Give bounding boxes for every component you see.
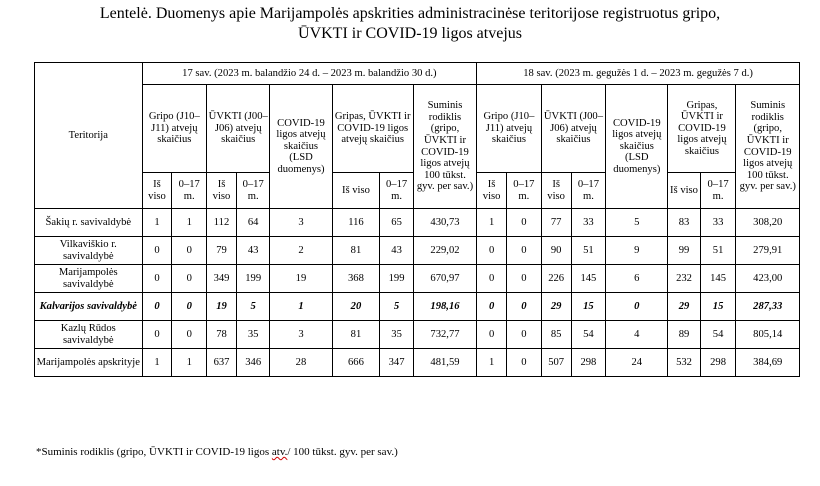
header-week-17: 17 sav. (2023 m. balandžio 24 d. – 2023 m. balandžio 30 d.) <box>142 63 477 85</box>
header-total: Iš viso <box>142 173 172 209</box>
header-total: Iš viso <box>332 173 380 209</box>
table-cell: 1 <box>172 209 207 237</box>
header-uvkti-17: ŪVKTI (J00–J06) atvejų skaičius <box>207 85 270 173</box>
header-indicator-18: Suminis rodiklis (gripo, ŪVKTI ir COVID-19 ligos atvejų 100 tūkst. gyv. per sav.) <box>736 85 800 209</box>
footnote-text-a: *Suminis rodiklis (gripo, ŪVKTI ir COVID-19 ligos <box>36 446 272 458</box>
row-territory: Šakių r. savivaldybė <box>35 209 143 237</box>
row-territory: Kalvarijos savivaldybė <box>35 293 143 321</box>
table-row <box>35 265 800 293</box>
table-cell: 0 <box>507 209 542 237</box>
table-cell: 9 <box>606 237 668 265</box>
table-cell: 368 <box>332 265 380 293</box>
header-row-groups <box>35 85 800 173</box>
table-cell: 78 <box>207 321 237 349</box>
table-cell: 423,00 <box>736 265 800 293</box>
table-cell: 232 <box>668 265 700 293</box>
table-cell: 384,69 <box>736 349 800 377</box>
table-row <box>35 293 800 321</box>
table-cell: 0 <box>172 321 207 349</box>
table-cell: 666 <box>332 349 380 377</box>
header-flu-17: Gripo (J10–J11) atvejų skaičius <box>142 85 207 173</box>
table-cell: 0 <box>507 349 542 377</box>
table-cell: 298 <box>700 349 736 377</box>
header-age: 0–17 m. <box>700 173 736 209</box>
table-cell: 532 <box>668 349 700 377</box>
table-cell: 805,14 <box>736 321 800 349</box>
header-flu-18: Gripo (J10–J11) atvejų skaičius <box>477 85 542 173</box>
table-cell: 637 <box>207 349 237 377</box>
table-cell: 346 <box>236 349 269 377</box>
table-cell: 77 <box>541 209 571 237</box>
table-cell: 0 <box>142 265 172 293</box>
table-cell: 5 <box>236 293 269 321</box>
table-cell: 64 <box>236 209 269 237</box>
header-covid-18: COVID-19 ligos atvejų skaičius (LSD duomenys) <box>606 85 668 209</box>
table-row <box>35 237 800 265</box>
header-week-18: 18 sav. (2023 m. gegužės 1 d. – 2023 m. gegužės 7 d.) <box>477 63 800 85</box>
table-cell: 29 <box>541 293 571 321</box>
row-territory: Kazlų Rūdos savivaldybė <box>35 321 143 349</box>
table-cell: 430,73 <box>413 209 476 237</box>
table-cell: 15 <box>700 293 736 321</box>
table-cell: 54 <box>571 321 606 349</box>
row-territory: Marijampolės apskrityje <box>35 349 143 377</box>
table-cell: 81 <box>332 237 380 265</box>
table-cell: 28 <box>270 349 332 377</box>
header-age: 0–17 m. <box>172 173 207 209</box>
table-cell: 2 <box>270 237 332 265</box>
table-cell: 83 <box>668 209 700 237</box>
table-cell: 0 <box>507 321 542 349</box>
table-cell: 3 <box>270 321 332 349</box>
row-territory: Marijampolės savivaldybė <box>35 265 143 293</box>
table-cell: 226 <box>541 265 571 293</box>
table-cell: 89 <box>668 321 700 349</box>
table-cell: 24 <box>606 349 668 377</box>
title-line-1: Lentelė. Duomenys apie Marijampolės apskrities administracinėse teritorijose registruotus gripo, <box>99 5 721 22</box>
table-cell: 1 <box>142 349 172 377</box>
table-cell: 0 <box>477 321 507 349</box>
table-cell: 90 <box>541 237 571 265</box>
footnote-text-c: / 100 tūkst. gyv. per sav.) <box>287 446 398 458</box>
table-cell: 0 <box>477 237 507 265</box>
table-cell: 0 <box>477 293 507 321</box>
table-cell: 43 <box>236 237 269 265</box>
footnote <box>36 446 398 459</box>
table-cell: 5 <box>606 209 668 237</box>
table-cell: 1 <box>142 209 172 237</box>
header-combined-17: Gripas, ŪVKTI ir COVID-19 ligos atvejų skaičius <box>332 85 413 173</box>
table-cell: 308,20 <box>736 209 800 237</box>
table-cell: 35 <box>380 321 413 349</box>
table-cell: 0 <box>142 293 172 321</box>
table-cell: 6 <box>606 265 668 293</box>
header-total: Iš viso <box>541 173 571 209</box>
header-age: 0–17 m. <box>571 173 606 209</box>
table-cell: 198,16 <box>413 293 476 321</box>
table-cell: 33 <box>700 209 736 237</box>
table-cell: 43 <box>380 237 413 265</box>
table-cell: 19 <box>207 293 237 321</box>
table-cell: 0 <box>507 293 542 321</box>
table-cell: 0 <box>142 237 172 265</box>
footnote-abbrev: atv. <box>271 446 288 458</box>
table-cell: 54 <box>700 321 736 349</box>
header-uvkti-18: ŪVKTI (J00–J06) atvejų skaičius <box>541 85 606 173</box>
table-cell: 1 <box>172 349 207 377</box>
table-cell: 481,59 <box>413 349 476 377</box>
table-cell: 287,33 <box>736 293 800 321</box>
table-cell: 145 <box>571 265 606 293</box>
table-row <box>35 321 800 349</box>
header-row-weeks <box>35 63 800 85</box>
table-cell: 33 <box>571 209 606 237</box>
row-territory: Vilkaviškio r. savivaldybė <box>35 237 143 265</box>
table-cell: 0 <box>172 293 207 321</box>
table-row <box>35 349 800 377</box>
table-cell: 99 <box>668 237 700 265</box>
table-cell: 79 <box>207 237 237 265</box>
table-row <box>35 209 800 237</box>
header-territory: Teritorija <box>35 63 143 209</box>
header-indicator-17: Suminis rodiklis (gripo, ŪVKTI ir COVID-19 ligos atvejų 100 tūkst. gyv. per sav.) <box>413 85 476 209</box>
header-total: Iš viso <box>668 173 700 209</box>
table-cell: 51 <box>700 237 736 265</box>
table-cell: 1 <box>477 209 507 237</box>
table-cell: 199 <box>380 265 413 293</box>
table-cell: 0 <box>507 265 542 293</box>
table-cell: 1 <box>477 349 507 377</box>
table-cell: 51 <box>571 237 606 265</box>
table-cell: 0 <box>606 293 668 321</box>
table-cell: 349 <box>207 265 237 293</box>
table-cell: 298 <box>571 349 606 377</box>
table-cell: 35 <box>236 321 269 349</box>
table-cell: 81 <box>332 321 380 349</box>
table-cell: 0 <box>507 237 542 265</box>
table-cell: 0 <box>142 321 172 349</box>
table-cell: 4 <box>606 321 668 349</box>
table-cell: 29 <box>668 293 700 321</box>
data-table <box>34 62 800 377</box>
table-cell: 507 <box>541 349 571 377</box>
table-cell: 116 <box>332 209 380 237</box>
table-cell: 15 <box>571 293 606 321</box>
table-cell: 347 <box>380 349 413 377</box>
table-cell: 279,91 <box>736 237 800 265</box>
table-cell: 65 <box>380 209 413 237</box>
table-cell: 199 <box>236 265 269 293</box>
table-cell: 20 <box>332 293 380 321</box>
table-cell: 0 <box>172 237 207 265</box>
title-line-2: ŪVKTI ir COVID-19 ligos atvejus <box>298 25 522 42</box>
table-cell: 5 <box>380 293 413 321</box>
table-cell: 732,77 <box>413 321 476 349</box>
table-cell: 1 <box>270 293 332 321</box>
table-cell: 3 <box>270 209 332 237</box>
table-cell: 670,97 <box>413 265 476 293</box>
table-cell: 112 <box>207 209 237 237</box>
header-total: Iš viso <box>207 173 237 209</box>
header-combined-18: Gripas, ŪVKTI ir COVID-19 ligos atvejų skaičius <box>668 85 736 173</box>
header-age: 0–17 m. <box>236 173 269 209</box>
table-cell: 229,02 <box>413 237 476 265</box>
table-cell: 19 <box>270 265 332 293</box>
document-title <box>0 4 820 44</box>
table-cell: 145 <box>700 265 736 293</box>
table-cell: 0 <box>172 265 207 293</box>
header-age: 0–17 m. <box>380 173 413 209</box>
table-cell: 0 <box>477 265 507 293</box>
header-covid-17: COVID-19 ligos atvejų skaičius (LSD duomenys) <box>270 85 332 209</box>
header-total: Iš viso <box>477 173 507 209</box>
header-age: 0–17 m. <box>507 173 542 209</box>
table-cell: 85 <box>541 321 571 349</box>
table-body <box>35 209 800 377</box>
